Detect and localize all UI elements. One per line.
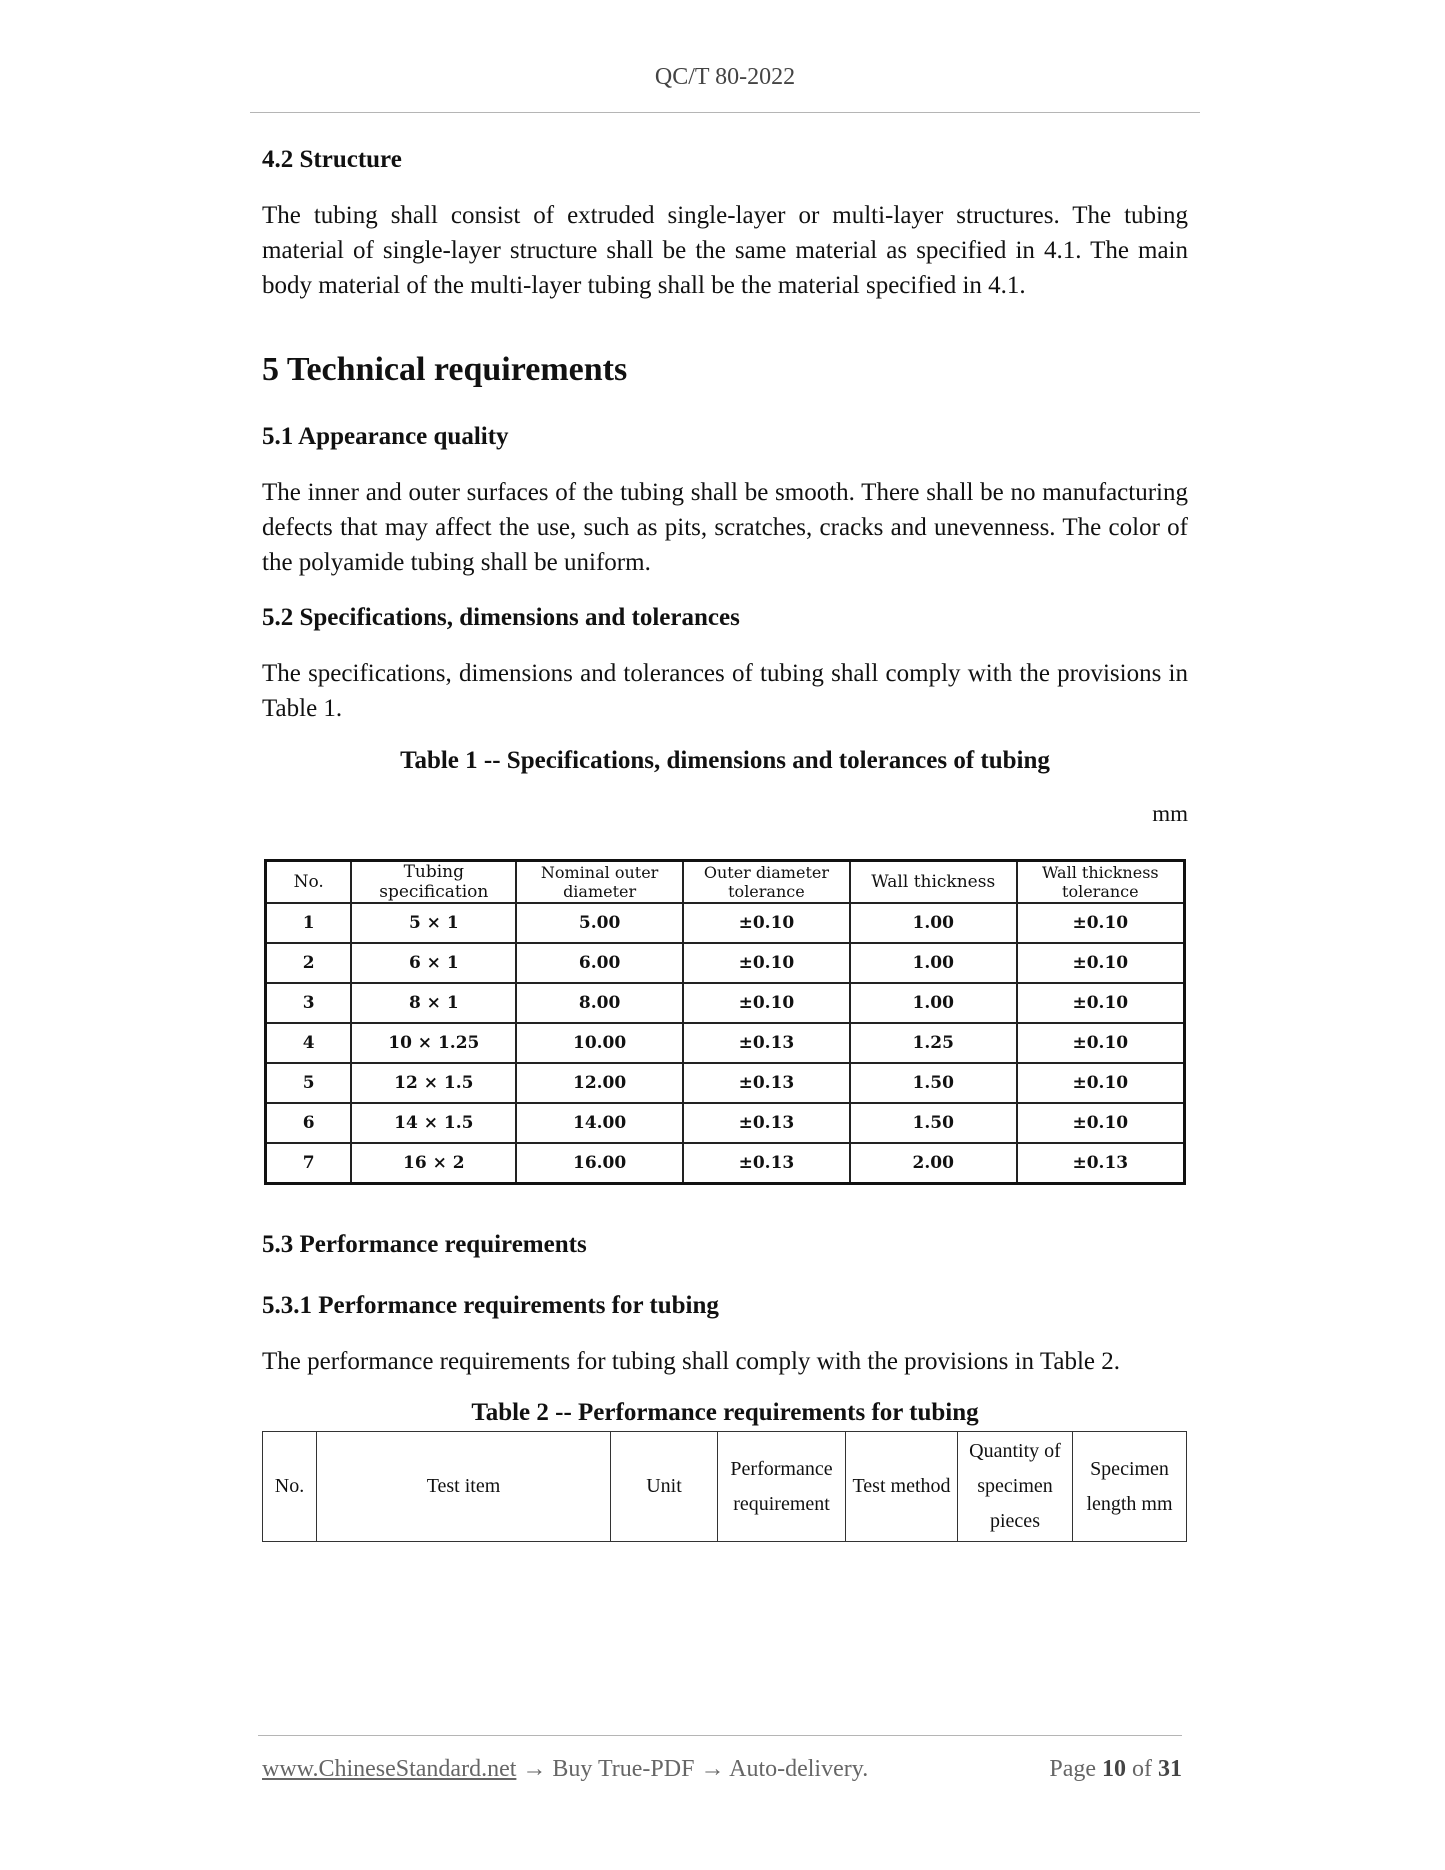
- table-cell: ±0.13: [683, 1023, 850, 1063]
- table-1-header-cell: No.: [266, 861, 352, 904]
- table-cell: ±0.13: [683, 1143, 850, 1184]
- table-cell: ±0.13: [1017, 1143, 1185, 1184]
- page-number: 10: [1102, 1756, 1126, 1782]
- table-cell: 1.00: [850, 943, 1017, 983]
- table-cell: 14.00: [516, 1103, 683, 1143]
- page-header-standard-code: QC/T 80-2022: [654, 64, 796, 90]
- table-2-header-cell: Unit: [611, 1432, 718, 1542]
- table-1-unit: mm: [1152, 801, 1188, 826]
- table-cell: 6: [266, 1103, 352, 1143]
- table-cell: ±0.10: [683, 983, 850, 1023]
- section-5-2-heading: 5.2 Specifications, dimensions and tolerances: [262, 604, 740, 631]
- table-row: [266, 1103, 1185, 1143]
- table-cell: 5: [266, 1063, 352, 1103]
- table-row: [266, 943, 1185, 983]
- page-indicator: [1049, 1753, 1182, 1785]
- table-row: [266, 1023, 1185, 1063]
- table-2-header-cell: Specimen length mm: [1073, 1432, 1187, 1542]
- table-1-header-cell: Wall thickness tolerance: [1017, 861, 1185, 904]
- section-5-1-body: The inner and outer surfaces of the tubing shall be smooth. There shall be no manufacturing defects that may affect the use, such as pits, scratches, cracks and unevenness. The color of the polyamide tubing shall be uniform.: [262, 479, 1188, 576]
- table-2-header-cell: Performance requirement: [718, 1432, 846, 1542]
- table-cell: ±0.10: [1017, 1103, 1185, 1143]
- table-cell: ±0.10: [1017, 1023, 1185, 1063]
- table-row: [266, 1063, 1185, 1103]
- table-1-header-cell: Outer diameter tolerance: [683, 861, 850, 904]
- table-1-header-row: [266, 861, 1185, 904]
- table-2-header-cell: Test method: [846, 1432, 958, 1542]
- table-cell: 8 × 1: [351, 983, 516, 1023]
- table-cell: 10.00: [516, 1023, 683, 1063]
- table-cell: ±0.10: [1017, 903, 1185, 943]
- document-content: [262, 140, 1188, 1542]
- table-cell: 2.00: [850, 1143, 1017, 1184]
- table-cell: 16.00: [516, 1143, 683, 1184]
- table-cell: ±0.10: [1017, 983, 1185, 1023]
- of-word: of: [1132, 1756, 1152, 1782]
- table-cell: 6 × 1: [351, 943, 516, 983]
- table-cell: 10 × 1.25: [351, 1023, 516, 1063]
- section-5-2-body: The specifications, dimensions and tolerances of tubing shall comply with the provisions in Table 1.: [262, 660, 1188, 722]
- page-footer: [262, 1753, 1182, 1785]
- table-cell: 4: [266, 1023, 352, 1063]
- header-rule: [250, 112, 1200, 113]
- page-word: Page: [1049, 1756, 1096, 1782]
- footer-rule: [258, 1735, 1182, 1736]
- section-5-1-heading: 5.1 Appearance quality: [262, 423, 509, 450]
- section-4-2-heading: 4.2 Structure: [262, 146, 402, 173]
- table-cell: ±0.10: [683, 903, 850, 943]
- table-cell: 3: [266, 983, 352, 1023]
- table-cell: ±0.13: [683, 1063, 850, 1103]
- table-cell: ±0.10: [1017, 943, 1185, 983]
- footer-tagline: → Buy True-PDF → Auto-delivery.: [516, 1756, 869, 1782]
- table-cell: ±0.10: [683, 943, 850, 983]
- table-1-header-cell: Nominal outer diameter: [516, 861, 683, 904]
- table-2-title: Table 2 -- Performance requirements for tubing: [471, 1399, 979, 1426]
- table-1-title: Table 1 -- Specifications, dimensions and tolerances of tubing: [400, 747, 1050, 774]
- section-5-3-heading: 5.3 Performance requirements: [262, 1231, 587, 1258]
- section-5-3-1-body: The performance requirements for tubing shall comply with the provisions in Table 2.: [262, 1348, 1120, 1375]
- table-cell: 1.25: [850, 1023, 1017, 1063]
- table-cell: 1.50: [850, 1103, 1017, 1143]
- table-cell: 1.50: [850, 1063, 1017, 1103]
- table-cell: 8.00: [516, 983, 683, 1023]
- table-cell: 7: [266, 1143, 352, 1184]
- table-2-header-cell: Test item: [317, 1432, 611, 1542]
- section-5-3-1-heading: 5.3.1 Performance requirements for tubing: [262, 1292, 719, 1319]
- table-row: [266, 903, 1185, 943]
- table-2-header-cell: Quantity of specimen pieces: [958, 1432, 1073, 1542]
- table-cell: ±0.10: [1017, 1063, 1185, 1103]
- section-5-heading: 5 Technical requirements: [262, 351, 628, 388]
- total-pages: 31: [1158, 1756, 1182, 1782]
- table-cell: 6.00: [516, 943, 683, 983]
- table-1-header-cell: Wall thickness: [850, 861, 1017, 904]
- table-cell: 14 × 1.5: [351, 1103, 516, 1143]
- table-cell: 1.00: [850, 983, 1017, 1023]
- table-2-header-row: [263, 1432, 1187, 1542]
- table-cell: 5.00: [516, 903, 683, 943]
- table-cell: ±0.13: [683, 1103, 850, 1143]
- table-cell: 12 × 1.5: [351, 1063, 516, 1103]
- table-2-header-cell: No.: [263, 1432, 317, 1542]
- table-cell: 5 × 1: [351, 903, 516, 943]
- table-2: [262, 1431, 1187, 1542]
- table-cell: 1: [266, 903, 352, 943]
- table-cell: 12.00: [516, 1063, 683, 1103]
- table-1: [264, 859, 1186, 1185]
- table-cell: 16 × 2: [351, 1143, 516, 1184]
- table-1-header-cell: Tubing specification: [351, 861, 516, 904]
- site-link[interactable]: www.ChineseStandard.net: [262, 1756, 517, 1782]
- table-row: [266, 1143, 1185, 1184]
- table-row: [266, 983, 1185, 1023]
- section-4-2-body: The tubing shall consist of extruded single-layer or multi-layer structures. The tubing material of single-layer structure shall be the same material as specified in 4.1. The main body material of the multi-layer tubing shall be the material specified in 4.1.: [262, 202, 1188, 299]
- table-cell: 2: [266, 943, 352, 983]
- table-cell: 1.00: [850, 903, 1017, 943]
